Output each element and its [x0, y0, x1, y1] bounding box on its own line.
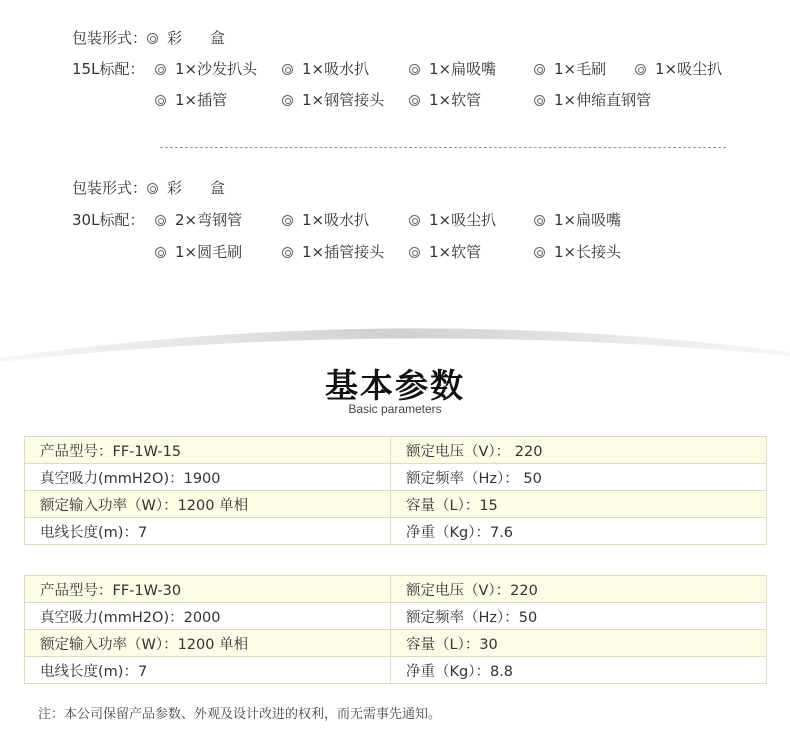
table-cell: 净重（Kg）：8.8: [391, 657, 767, 684]
table-cell: 额定频率（Hz）：50: [391, 603, 767, 630]
pack-label: 包装形式：: [72, 29, 148, 47]
table-row: [25, 491, 767, 518]
section-title: 基本参数: [325, 366, 465, 405]
accessory-item: 1×圆毛刷: [155, 241, 242, 263]
table-cell: 额定电压（V）：220: [391, 576, 767, 603]
radio-icon: [534, 247, 545, 258]
radio-icon: [147, 33, 158, 44]
accessory-item: 1×吸尘扒: [635, 58, 722, 80]
accessory-item: 1×扁吸嘴: [409, 58, 496, 80]
accessory-item: 1×吸水扒: [282, 209, 369, 231]
section-subtitle: Basic parameters: [348, 402, 442, 416]
accessory-item: 1×插管: [155, 89, 227, 111]
table-cell: 产品型号：FF-1W-30: [25, 576, 391, 603]
radio-icon: [155, 215, 166, 226]
accessory-item: 1×吸水扒: [282, 58, 369, 80]
accessory-item: 1×伸缩直钢管: [534, 89, 651, 111]
accessory-item: 1×插管接头: [282, 241, 384, 263]
radio-icon: [282, 95, 293, 106]
table-cell: 电线长度(m)：7: [25, 518, 391, 545]
pack-label: 包装形式：: [72, 179, 148, 197]
standard-label-15l: 15L标配：: [72, 60, 145, 78]
pack-row-15l: [72, 27, 253, 49]
accessory-item: 1×沙发扒头: [155, 58, 257, 80]
radio-icon: [282, 64, 293, 75]
accessory-item: 1×钢管接头: [282, 89, 384, 111]
table-cell: 额定输入功率（W）：1200 单相: [25, 630, 391, 657]
radio-icon: [409, 215, 420, 226]
radio-icon: [534, 64, 545, 75]
pack-row-30l: [72, 177, 253, 199]
table-row: [25, 464, 767, 491]
table-row: [25, 630, 767, 657]
table-cell: 容量（L）：15: [391, 491, 767, 518]
table-row: [25, 576, 767, 603]
table-cell: 额定电压（V）： 220: [391, 437, 767, 464]
table-cell: 净重（Kg）：7.6: [391, 518, 767, 545]
standard-row-30l: [0, 209, 790, 263]
radio-icon: [409, 247, 420, 258]
table-cell: 容量（L）：30: [391, 630, 767, 657]
disclaimer-note: 注：本公司保留产品参数、外观及设计改进的权利，而无需事先通知。: [38, 707, 442, 722]
dashed-divider: [160, 147, 726, 148]
radio-icon: [282, 247, 293, 258]
accessory-item: 1×毛刷: [534, 58, 606, 80]
spec-table-15l: [24, 436, 767, 545]
table-cell: 额定输入功率（W）：1200 单相: [25, 491, 391, 518]
radio-icon: [409, 95, 420, 106]
radio-icon: [155, 64, 166, 75]
radio-icon: [635, 64, 646, 75]
table-cell: 真空吸力(mmH2O)：2000: [25, 603, 391, 630]
table-row: [25, 437, 767, 464]
accessory-item: 1×软管: [409, 89, 481, 111]
radio-icon: [282, 215, 293, 226]
standard-row-15l: [0, 58, 790, 112]
table-cell: 产品型号：FF-1W-15: [25, 437, 391, 464]
table-cell: 真空吸力(mmH2O)：1900: [25, 464, 391, 491]
table-cell: 额定频率（Hz）： 50: [391, 464, 767, 491]
accessory-item: 1×扁吸嘴: [534, 209, 621, 231]
pack-value: 彩盒: [167, 179, 254, 197]
pack-value: 彩盒: [167, 29, 254, 47]
accessory-item: 1×吸尘扒: [409, 209, 496, 231]
radio-icon: [534, 95, 545, 106]
standard-label-30l: 30L标配：: [72, 211, 145, 229]
radio-icon: [534, 215, 545, 226]
accessory-item: 1×软管: [409, 241, 481, 263]
accessory-item: 2×弯钢管: [155, 209, 242, 231]
table-row: [25, 518, 767, 545]
accessory-item: 1×长接头: [534, 241, 621, 263]
radio-icon: [155, 95, 166, 106]
table-cell: 电线长度(m)：7: [25, 657, 391, 684]
table-row: [25, 603, 767, 630]
radio-icon: [409, 64, 420, 75]
table-row: [25, 657, 767, 684]
radio-icon: [147, 183, 158, 194]
radio-icon: [155, 247, 166, 258]
spec-table-30l: [24, 575, 767, 684]
